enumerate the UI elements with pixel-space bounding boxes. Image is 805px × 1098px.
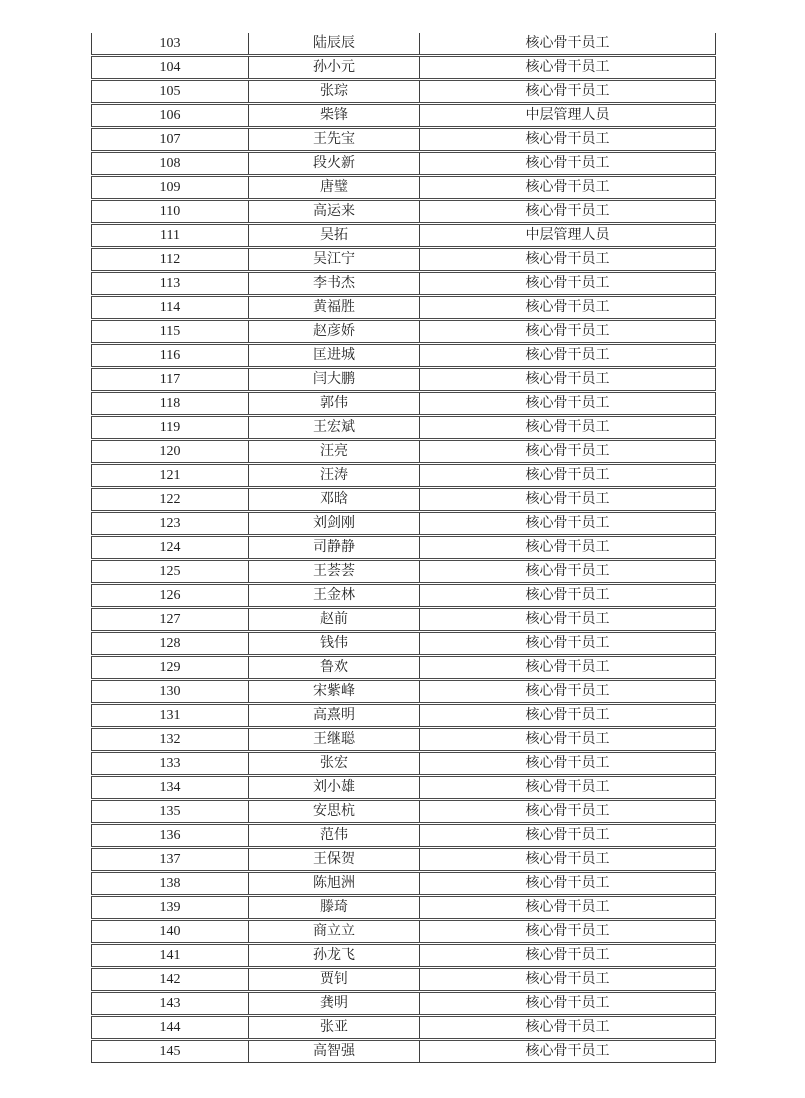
personnel-category-cell: 核心骨干员工 [420, 392, 716, 416]
row-index-cell: 117 [92, 368, 249, 392]
employee-name-cell: 吴拓 [249, 224, 420, 248]
employee-name-cell: 司静静 [249, 536, 420, 560]
personnel-category-cell: 核心骨干员工 [420, 176, 716, 200]
table-row [92, 560, 716, 584]
row-index-cell: 129 [92, 656, 249, 680]
employee-name-cell: 王荟荟 [249, 560, 420, 584]
employee-name-cell: 张亚 [249, 1016, 420, 1040]
row-index-cell: 119 [92, 416, 249, 440]
employee-name-cell: 汪涛 [249, 464, 420, 488]
table-row [92, 776, 716, 800]
personnel-category-cell: 核心骨干员工 [420, 608, 716, 632]
personnel-category-cell: 核心骨干员工 [420, 824, 716, 848]
table-row [92, 128, 716, 152]
row-index-cell: 111 [92, 224, 249, 248]
personnel-category-cell: 核心骨干员工 [420, 272, 716, 296]
row-index-cell: 134 [92, 776, 249, 800]
table-row [92, 368, 716, 392]
row-index-cell: 112 [92, 248, 249, 272]
personnel-category-cell: 核心骨干员工 [420, 56, 716, 80]
employee-name-cell: 范伟 [249, 824, 420, 848]
personnel-category-cell: 核心骨干员工 [420, 440, 716, 464]
employee-name-cell: 邓晗 [249, 488, 420, 512]
employee-name-cell: 闫大鹏 [249, 368, 420, 392]
table-row [92, 896, 716, 920]
row-index-cell: 106 [92, 104, 249, 128]
row-index-cell: 115 [92, 320, 249, 344]
personnel-table [91, 33, 716, 1063]
personnel-category-cell: 核心骨干员工 [420, 920, 716, 944]
table-row [92, 440, 716, 464]
employee-name-cell: 吴江宁 [249, 248, 420, 272]
personnel-category-cell: 核心骨干员工 [420, 560, 716, 584]
table-row [92, 584, 716, 608]
row-index-cell: 144 [92, 1016, 249, 1040]
personnel-category-cell: 核心骨干员工 [420, 464, 716, 488]
personnel-category-cell: 核心骨干员工 [420, 488, 716, 512]
row-index-cell: 105 [92, 80, 249, 104]
table-row [92, 488, 716, 512]
table-row [92, 464, 716, 488]
row-index-cell: 118 [92, 392, 249, 416]
personnel-category-cell: 核心骨干员工 [420, 512, 716, 536]
row-index-cell: 136 [92, 824, 249, 848]
personnel-category-cell: 核心骨干员工 [420, 632, 716, 656]
table-row [92, 1016, 716, 1040]
employee-name-cell: 柴锋 [249, 104, 420, 128]
employee-name-cell: 安思杭 [249, 800, 420, 824]
employee-name-cell: 贾钊 [249, 968, 420, 992]
employee-name-cell: 王继聪 [249, 728, 420, 752]
employee-name-cell: 孙小元 [249, 56, 420, 80]
row-index-cell: 140 [92, 920, 249, 944]
employee-name-cell: 王先宝 [249, 128, 420, 152]
personnel-category-cell: 核心骨干员工 [420, 200, 716, 224]
personnel-category-cell: 核心骨干员工 [420, 152, 716, 176]
employee-name-cell: 段火新 [249, 152, 420, 176]
table-row [92, 176, 716, 200]
row-index-cell: 142 [92, 968, 249, 992]
row-index-cell: 145 [92, 1040, 249, 1063]
row-index-cell: 110 [92, 200, 249, 224]
row-index-cell: 125 [92, 560, 249, 584]
table-row [92, 536, 716, 560]
row-index-cell: 139 [92, 896, 249, 920]
employee-name-cell: 王保贺 [249, 848, 420, 872]
personnel-category-cell: 核心骨干员工 [420, 872, 716, 896]
employee-name-cell: 王宏斌 [249, 416, 420, 440]
employee-name-cell: 滕琦 [249, 896, 420, 920]
personnel-category-cell: 核心骨干员工 [420, 1016, 716, 1040]
row-index-cell: 131 [92, 704, 249, 728]
personnel-category-cell: 核心骨干员工 [420, 368, 716, 392]
row-index-cell: 123 [92, 512, 249, 536]
row-index-cell: 128 [92, 632, 249, 656]
employee-name-cell: 高运来 [249, 200, 420, 224]
employee-name-cell: 鲁欢 [249, 656, 420, 680]
employee-name-cell: 匡进城 [249, 344, 420, 368]
personnel-category-cell: 核心骨干员工 [420, 1040, 716, 1063]
employee-name-cell: 龚明 [249, 992, 420, 1016]
row-index-cell: 114 [92, 296, 249, 320]
row-index-cell: 109 [92, 176, 249, 200]
table-row [92, 320, 716, 344]
row-index-cell: 104 [92, 56, 249, 80]
personnel-category-cell: 核心骨干员工 [420, 752, 716, 776]
personnel-category-cell: 核心骨干员工 [420, 968, 716, 992]
personnel-category-cell: 核心骨干员工 [420, 344, 716, 368]
table-row [92, 272, 716, 296]
table-row [92, 872, 716, 896]
table-row [92, 152, 716, 176]
row-index-cell: 107 [92, 128, 249, 152]
row-index-cell: 103 [92, 33, 249, 56]
table-row [92, 344, 716, 368]
table-row [92, 656, 716, 680]
personnel-category-cell: 核心骨干员工 [420, 944, 716, 968]
table-row [92, 296, 716, 320]
table-row [92, 512, 716, 536]
personnel-category-cell: 中层管理人员 [420, 104, 716, 128]
row-index-cell: 122 [92, 488, 249, 512]
row-index-cell: 141 [92, 944, 249, 968]
employee-name-cell: 唐璧 [249, 176, 420, 200]
table-row [92, 33, 716, 56]
employee-name-cell: 赵前 [249, 608, 420, 632]
row-index-cell: 121 [92, 464, 249, 488]
employee-name-cell: 宋紫峰 [249, 680, 420, 704]
row-index-cell: 124 [92, 536, 249, 560]
employee-name-cell: 刘剑刚 [249, 512, 420, 536]
personnel-category-cell: 核心骨干员工 [420, 320, 716, 344]
personnel-category-cell: 核心骨干员工 [420, 680, 716, 704]
row-index-cell: 127 [92, 608, 249, 632]
personnel-table-body [92, 33, 716, 1063]
personnel-category-cell: 核心骨干员工 [420, 248, 716, 272]
personnel-category-cell: 核心骨干员工 [420, 33, 716, 56]
table-row [92, 800, 716, 824]
row-index-cell: 130 [92, 680, 249, 704]
table-row [92, 224, 716, 248]
employee-name-cell: 赵彦娇 [249, 320, 420, 344]
personnel-category-cell: 核心骨干员工 [420, 536, 716, 560]
table-row [92, 944, 716, 968]
table-row [92, 416, 716, 440]
row-index-cell: 113 [92, 272, 249, 296]
employee-name-cell: 郭伟 [249, 392, 420, 416]
employee-name-cell: 商立立 [249, 920, 420, 944]
personnel-category-cell: 核心骨干员工 [420, 656, 716, 680]
row-index-cell: 138 [92, 872, 249, 896]
table-row [92, 392, 716, 416]
personnel-category-cell: 核心骨干员工 [420, 992, 716, 1016]
employee-name-cell: 钱伟 [249, 632, 420, 656]
employee-name-cell: 李书杰 [249, 272, 420, 296]
personnel-category-cell: 核心骨干员工 [420, 728, 716, 752]
row-index-cell: 135 [92, 800, 249, 824]
table-row [92, 848, 716, 872]
employee-name-cell: 孙龙飞 [249, 944, 420, 968]
personnel-category-cell: 核心骨干员工 [420, 80, 716, 104]
personnel-category-cell: 核心骨干员工 [420, 896, 716, 920]
personnel-category-cell: 核心骨干员工 [420, 776, 716, 800]
employee-name-cell: 张宏 [249, 752, 420, 776]
row-index-cell: 133 [92, 752, 249, 776]
row-index-cell: 120 [92, 440, 249, 464]
table-row [92, 200, 716, 224]
personnel-category-cell: 核心骨干员工 [420, 584, 716, 608]
personnel-category-cell: 核心骨干员工 [420, 128, 716, 152]
table-row [92, 56, 716, 80]
row-index-cell: 137 [92, 848, 249, 872]
personnel-category-cell: 核心骨干员工 [420, 800, 716, 824]
employee-name-cell: 高熹明 [249, 704, 420, 728]
row-index-cell: 116 [92, 344, 249, 368]
table-row [92, 704, 716, 728]
table-row [92, 992, 716, 1016]
table-row [92, 80, 716, 104]
table-row [92, 248, 716, 272]
row-index-cell: 132 [92, 728, 249, 752]
table-row [92, 1040, 716, 1063]
table-row [92, 680, 716, 704]
table-row [92, 824, 716, 848]
employee-name-cell: 高智强 [249, 1040, 420, 1063]
employee-name-cell: 张琮 [249, 80, 420, 104]
table-row [92, 968, 716, 992]
personnel-category-cell: 核心骨干员工 [420, 704, 716, 728]
employee-name-cell: 黄福胜 [249, 296, 420, 320]
employee-name-cell: 汪亮 [249, 440, 420, 464]
employee-name-cell: 陈旭洲 [249, 872, 420, 896]
table-row [92, 608, 716, 632]
table-row [92, 632, 716, 656]
table-row [92, 104, 716, 128]
table-row [92, 728, 716, 752]
row-index-cell: 108 [92, 152, 249, 176]
employee-name-cell: 王金林 [249, 584, 420, 608]
employee-name-cell: 刘小雄 [249, 776, 420, 800]
table-row [92, 752, 716, 776]
personnel-category-cell: 核心骨干员工 [420, 416, 716, 440]
personnel-category-cell: 核心骨干员工 [420, 296, 716, 320]
employee-name-cell: 陆辰辰 [249, 33, 420, 56]
row-index-cell: 143 [92, 992, 249, 1016]
row-index-cell: 126 [92, 584, 249, 608]
table-row [92, 920, 716, 944]
personnel-category-cell: 中层管理人员 [420, 224, 716, 248]
personnel-category-cell: 核心骨干员工 [420, 848, 716, 872]
